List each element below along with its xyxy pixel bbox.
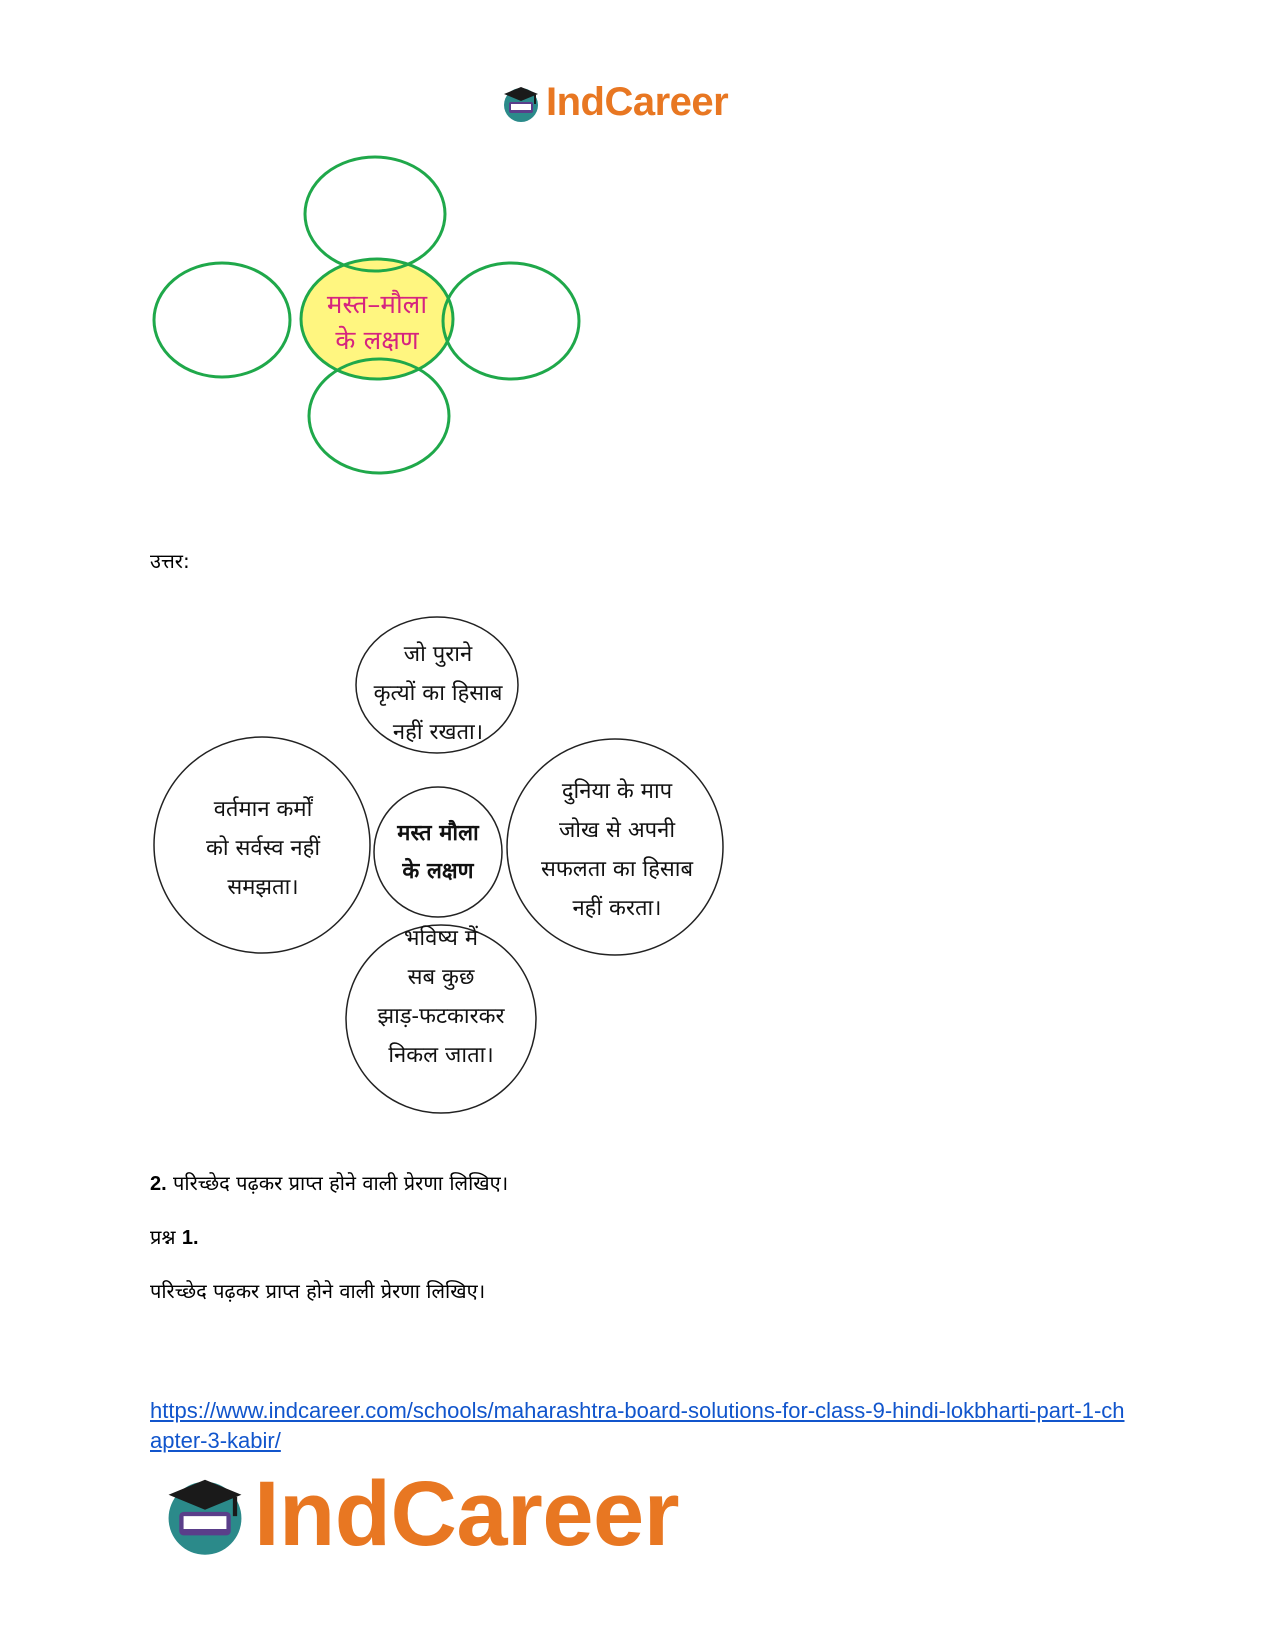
top-text-line1: जो पुराने xyxy=(403,642,473,667)
top-text-line2: कृत्यों का हिसाब xyxy=(373,681,503,706)
right-petal xyxy=(443,263,579,379)
right-text-line1: दुनिया के माप xyxy=(561,779,673,804)
left-petal xyxy=(154,263,290,377)
flower-diagram-answer xyxy=(155,615,735,1105)
question-text: परिच्छेद पढ़कर प्राप्त होने वाली प्रेरणा लिखिए। xyxy=(173,1171,509,1195)
top-text-line3: नहीं रखता। xyxy=(392,720,484,745)
prashna-label: प्रश्न xyxy=(150,1225,176,1249)
center-circle xyxy=(374,787,502,917)
right-text-line3: सफलता का हिसाब xyxy=(540,857,694,882)
left-text-line2: को सर्वस्व नहीं xyxy=(205,836,321,861)
indcareer-logo-bottom xyxy=(160,1463,679,1565)
bottom-text-line2: सब कुछ xyxy=(407,965,475,990)
right-text-line4: नहीं करता। xyxy=(572,896,662,921)
source-link[interactable]: https://www.indcareer.com/schools/maharashtra-board-solutions-for-class-9-hindi-lokbharti-part-1-chapter-3-kabir/ xyxy=(150,1398,1125,1453)
graduation-cap-globe-icon xyxy=(160,1469,250,1559)
question-number: 2. xyxy=(150,1173,167,1195)
right-circle xyxy=(507,739,723,955)
left-text-line3: समझता। xyxy=(227,875,299,900)
flower-diagram-blank xyxy=(150,155,590,495)
answer-label: उत्तर: xyxy=(150,549,190,573)
center-label-line1: मस्त–मौला xyxy=(326,290,428,320)
right-text-line2: जोख से अपनी xyxy=(558,818,676,843)
logo-wordmark: IndCareer xyxy=(254,1463,679,1565)
question-2 xyxy=(150,1170,508,1197)
center-line1: मस्त मौला xyxy=(397,820,479,846)
left-text-line1: वर्तमान कर्मों xyxy=(213,797,313,822)
center-line2: के लक्षण xyxy=(402,858,474,884)
bottom-text-line1: भविष्य में xyxy=(403,926,479,951)
logo-wordmark: IndCareer xyxy=(546,80,729,124)
prashna-heading xyxy=(150,1224,199,1251)
bottom-text-line4: निकल जाता। xyxy=(388,1043,494,1068)
bottom-text-line3: झाड़-फटकारकर xyxy=(377,1004,505,1029)
prashna-number: 1. xyxy=(181,1227,199,1249)
top-petal xyxy=(305,157,445,271)
center-label-line2: के लक्षण xyxy=(335,326,419,356)
graduation-cap-globe-icon xyxy=(500,82,542,124)
indcareer-logo-top xyxy=(500,80,728,125)
prashna-text: परिच्छेद पढ़कर प्राप्त होने वाली प्रेरणा लिखिए। xyxy=(150,1279,486,1303)
